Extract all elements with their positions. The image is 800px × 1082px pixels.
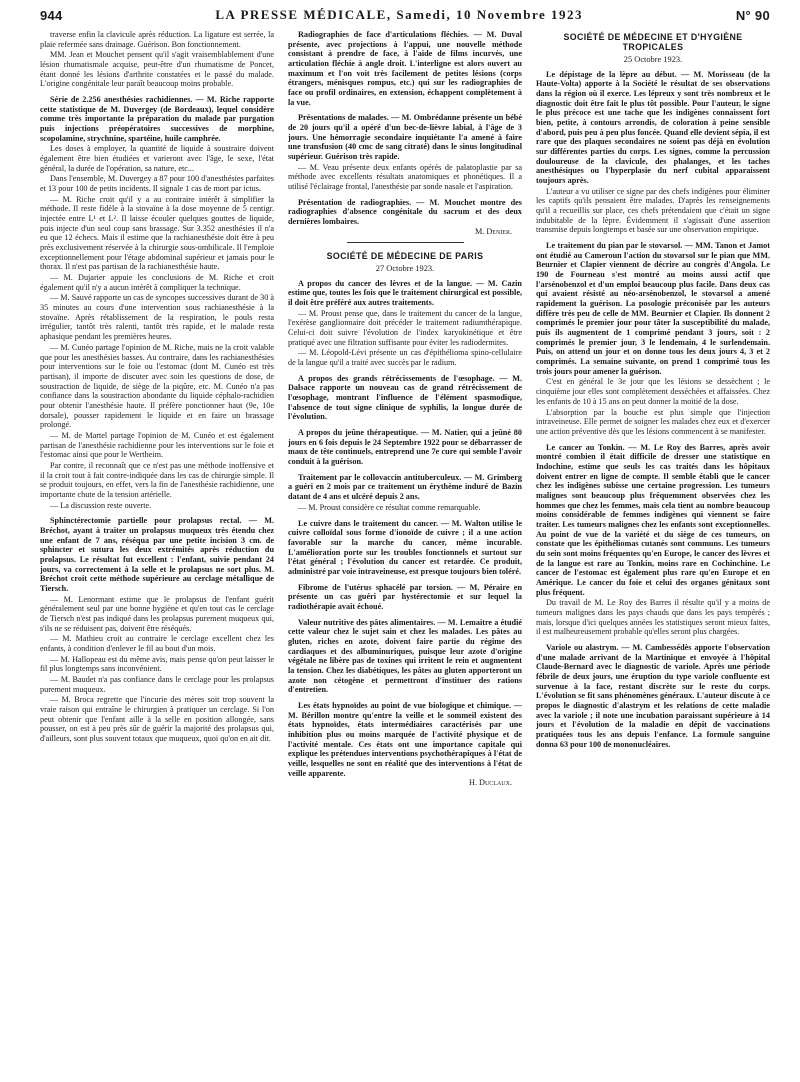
- divider: [347, 242, 464, 243]
- article-heading: Valeur nutritive des pâtes alimentaires. — M. Lemaitre a étudié cette valeur chez le sujet sain et chez les malades. Les pâtes au gluten, riches en azote, doivent faire partie du régime des cardiaques et des albuminuriques, puisque leur azote d'origine végétale ne libère pas de toxines qui irritent le rein et augmentent la tension. Chez les diabétiques, les pâtes au gluten apporteront un azote non cétogène et permettront d'instituer des rations d'entretien.: [288, 617, 522, 695]
- column-2: [288, 30, 522, 1070]
- article-fibrome: [288, 583, 522, 612]
- signature: M. Denier.: [475, 226, 512, 236]
- paragraph: — M. Riche croit qu'il y a au contraire intérêt à simplifier la méthode. Il reste fidèle à la stovaïne à la dose moyenne de 5 centigr. injectée entre L¹ et L². Il laisse écouler quelques gouttes de liquide, puis injecte d'un seul coup sans brassage. Sur 3.352 anesthésies il n'a eu que 12 échecs. Mais il estime que la rachianesthésie doit être à peu près exclusivement réservée à la chirurgie sous-ombilicale. Il l'emploie exceptionnellement pour l'étage abdominal supérieur et jamais pour le thorax. Il n'est pas partisan de la rachianesthésie haute.: [40, 194, 274, 272]
- article-oesophage: [288, 374, 522, 422]
- issue-number: N° 90: [735, 7, 770, 23]
- article-sphincterectomie: [40, 516, 274, 743]
- article-variole: [536, 643, 770, 749]
- article-presentation-radiographies: [288, 198, 522, 227]
- society-date: 25 Octobre 1923.: [623, 54, 683, 64]
- article-anesthesies: [40, 95, 274, 510]
- article-heading: A propos du jeûne thérapeutique. — M. Natier, qui a jeûné 80 jours en 6 fois depuis le 24 Septembre 1922 pour se débarrasser de maux de tête continuels, entreprend une 7e cure qui semble l'avoir conduit à la guérison.: [288, 428, 522, 467]
- paragraph: — M. Veau présente deux enfants opérés de palatoplastie par sa méthode avec excellents résultats anatomiques et phonétiques. Il a utilisé l'éclairage frontal, l'anesthésie par sonde nasale et l'aspiration.: [288, 162, 522, 192]
- article-heading: A propos des grands rétrécissements de l'œsophage. — M. Dalsace rapporte un nouveau cas de grand rétrécissement de l'œsophage, montrant l'influence de l'élément spasmodique, l'absence de tout signe clinique de syphilis, la longue durée de l'évolution.: [288, 373, 522, 422]
- paragraph: — M. Broca regrette que l'incurie des mères soit trop souvent la vraie raison qui entraîne le chirurgien à pratiquer un cerclage. Si l'on peut obtenir que l'enfant aille à la selle en position allongée, sans pousser, on est à peu près sûr de guérir la majorité des prolapsus qui, d'ailleurs, sont plus souvent totaux que muqueux, quoi qu'on en ait dit.: [40, 695, 274, 744]
- paragraph: — M. Baudet n'a pas confiance dans le cerclage pour les prolapsus purement muqueux.: [40, 675, 274, 694]
- paragraph: L'absorption par la bouche est plus simple que l'injection intraveineuse. Elle permet de soigner les malades chez eux et d'exercer une action préventive dès que les lésions commencent à se manifester.: [536, 407, 770, 436]
- article-heading: Radiographies de face d'articulations fléchies. — M. Duval présente, avec projections à l'appui, une nouvelle méthode consistant à prendre de face, à l'aide de films incurvés, une articulation fléchie à angle droit. L'interligne est alors ouvert au maximum et l'on voit très facilement de petites lésions (corps étrangers, ménisques rompus, etc.) qui sur les radiographies de face ou profil ordinaires, en extension, échappent complètement à la vue.: [288, 30, 522, 107]
- article-heading: Sphinctérectomie partielle pour prolapsus rectal. — M. Bréchot, ayant à traiter un prolapsus muqueux très étendu chez une enfant de 7 ans, réséqua par une petite incision 3 cm. de sphincter et sutura les deux extrémités après réduction du prolapsus. Le résultat fut excellent : l'enfant, suivie pendant 24 jours, va correctement à la selle et le prolapsus ne sort plus. M. Bréchot croit cette méthode supérieure au cerclage métallique de Tiersch.: [40, 516, 274, 593]
- article-heading: Variole ou alastrym. — M. Cambessédès apporte l'observation d'une malade arrivant de la Martinique et envoyée à l'hôpital Claude-Bernard avec le diagnostic de variole. Après une période fébrile de deux jours, une éruption du type variole confluente est survenue à la face, restant discrète sur le reste du corps. L'évolution se fit sans phénomènes généraux. L'auteur discute à ce propos le diagnostic d'alastrym et les relations de cette maladie avec la variole ; il note une incubation paraissant supérieure à 14 jours et l'évolution de la maladie en dépit de vaccinations pratiquées tous les ans depuis l'enfance. La formule sanguine donna 63 pour 100 de mononucléaires.: [536, 642, 770, 749]
- article-cancer-tonkin: [536, 443, 770, 637]
- paragraph: — M. Proust pense que, dans le traitement du cancer de la langue, l'exérèse ganglionnaire doit précéder le traitement radiumthérapique. Celui-ci doit suivre l'évolution de l'index karyokinétique et être pratiqué avec une filtration suffisante pour éviter les radiodermites.: [288, 308, 522, 347]
- article-pian: [536, 241, 770, 436]
- paragraph: C'est en général le 3e jour que les lésions se dessèchent ; le cinquième jour elles sont complètement desséchées et affaissées. Chez les enfants de 10 à 15 ans on peut donner la moitié de la dose.: [536, 377, 770, 406]
- article-radiographies-face: [288, 30, 522, 107]
- article-heading: Série de 2.256 anesthésies rachidiennes. — M. Riche rapporte cette statistique de M. Duvergey (de Bordeaux), lequel considère comme très importante la préparation du malade par purgation puis injections préopératoires successives de morphine, scopolamine, strychnine, spartéine, huile camphrée.: [40, 95, 274, 143]
- paragraph: — M. Proust considère ce résultat comme remarquable.: [298, 502, 481, 512]
- paragraph: Par contre, il reconnaît que ce n'est pas une méthode inoffensive et il la croit tout à fait contre-indiquée dans les cas de chirurgie simple. Il se produit toujours, en effet, vers la fin de l'anesthésie rachidienne, une importante chute de la tension artérielle.: [40, 460, 274, 499]
- article-heading: Présentations de malades. — M. Ombrédanne présente un bébé de 20 jours qu'il a opéré d'un bec-de-lièvre labial, à l'âge de 3 jours. Une hémorragie secondaire inquiétante l'a amené à faire une transfusion (40 cmc de sang citraté) dans le sinus longitudinal supérieur. Guérison très rapide.: [288, 113, 522, 162]
- article-heading: A propos du cancer des lèvres et de la langue. — M. Cazin estime que, toutes les fois que le traitement chirurgical est possible, il doit être préféré aux autres traitements.: [288, 278, 522, 308]
- article-etats-hypnoides: [288, 701, 522, 778]
- paragraph: — La discussion reste ouverte.: [50, 500, 152, 510]
- paragraph: Du travail de M. Le Roy des Barres il résulte qu'il y a moins de tumeurs malignes dans les pays chauds que dans les pays tempérés ; mais, lorsque d'ici quelques années les statistiques seront mieux faites, il est malheureusement probable qu'elles seront plus chargées.: [536, 598, 770, 637]
- paragraph: MM. Jean et Mouchet pensent qu'il s'agit vraisemblablement d'une lésion rhumatismale acquise, peut-être d'un rhumatisme de Poncet, étant donné les lésions d'arthrite constatées et le passé du malade. L'origine congénitale leur paraît beaucoup moins probable.: [40, 50, 274, 89]
- paragraph: — M. Dujarier appuie les conclusions de M. Riche et croit également qu'il n'y a aucun intérêt à compliquer la technique.: [40, 273, 274, 292]
- article-collovaccin: [288, 473, 522, 513]
- column-3: [536, 30, 770, 1070]
- article-heading: Le cancer au Tonkin. — M. Le Roy des Barres, après avoir montré combien il était difficile de dresser une statistique en Indochine, estime que seuls les cas traités dans les hôpitaux doivent entrer en ligne de compte. Il semble établi que le cancer chez les indigènes subisse une certaine progression. Les tumeurs malignes sont beaucoup plus fréquemment observées chez les hommes que chez les femmes, mais cela tient au nombre beaucoup moins considérable de femmes indigènes qui viennent se faire traiter. Les tumeurs malignes chez les enfants sont exceptionnelles. Au point de vue de la variété et du siège de ces tumeurs, on constate que les épithéliomas cutanés sont communs. Les tumeurs du sein sont moins fréquentes qu'en Europe, le cancer des lèvres et de la langue est rare au Tonkin, moins rare en Cochinchine. Le cancer de l'estomac est également plus rare qu'en Europe et en Amérique. Le cancer du foie et celui des organes génitaux sont plus fréquent.: [536, 442, 770, 597]
- paragraph: — M. Lenormant estime que le prolapsus de l'enfant guérit généralement seul par une bonne hygiène et qu'en tout cas le cerclage de Tiersch n'est pas indiqué dans les prolapsus purement muqueux qui, s'ils ne se réduisent pas, doivent être réséqués.: [40, 594, 274, 633]
- page-header: [40, 0, 770, 30]
- columns: [40, 30, 770, 1070]
- paragraph: — M. Cunéo partage l'opinion de M. Riche, mais ne la croit valable que pour les anesthésies basses. Au contraire, dans les rachianesthésies pour interventions sur le foie ou l'estomac (dont M. Cunéo est très partisan), il importe de discuter avec soin les questions de dose, de soustraction de liquide, de siège de la piqûre, etc. M. Cunéo n'a pas confiance dans la soustraction abondante du liquide céphalo-rachidien pour obtenir l'anesthésie haute. Il préfère ponctionner haut (9e, 10e dorsale), pousser rapidement le liquide et en faire un brassage prolongé.: [40, 342, 274, 430]
- publication-title: LA PRESSE MÉDICALE, Samedi, 10 Novembre 1923: [215, 7, 584, 22]
- paragraph: — M. Léopold-Lévi présente un cas d'épithélioma spino-cellulaire de la langue qu'il a traité avec succès par le radium.: [288, 348, 522, 368]
- article-heading: Traitement par le collovaccin antituberculeux. — M. Grimberg a guéri en 2 mois par ce traitement un érythème induré de Bazin datant de 4 ans et ulcéré depuis 2 ans.: [288, 472, 522, 502]
- paragraph: L'auteur a vu utiliser ce signe par des chefs indigènes pour éliminer les captifs qu'ils pensaient être malades. D'après les renseignements qu'il a recueillis sur place, ces chefs prétendaient que c'était un signe indubitable de la lèpre. Évidemment il s'agissait d'une assertion transmise depuis longtemps et basée sur une observation empirique.: [536, 186, 770, 235]
- paragraph: Dans l'ensemble, M. Duvergey a 87 pour 100 d'anesthésies parfaites et 13 pour 100 de petits incidents. Il signale 1 cas de mort par ictus.: [40, 174, 274, 194]
- article-heading: Présentation de radiographies. — M. Mouchet montre des radiographies d'absence congénitale du sacrum et des deux dernières lombaires.: [288, 197, 522, 227]
- article-presentations-malades: [288, 113, 522, 191]
- article-jeune: [288, 428, 522, 467]
- article-heading: Les états hypnoïdes au point de vue biologique et chimique. — M. Bérillon montre qu'entre la veille et le sommeil existent des états hypnoïdes, états intermédiaires caractérisés par une inhibition plus ou moins marquée de l'activité physique et de l'activité mentale. Ces états ont une importance capitale qui explique les prétendues interventions psychothérapiques à l'état de veille, lesquelles ne sont en réalité que des interventions à l'état de veille apparente.: [288, 700, 522, 778]
- paragraph: — M. Sauvé rapporte un cas de syncopes successives durant de 30 à 35 minutes au cours d'une intervention sous rachianesthésie à la stovaïne. Après rétablissement de la respiration, le pouls resta irrégulier, tantôt très ralenti, tantôt très rapide, et le malade resta aphasique pendant les premières heures.: [40, 293, 274, 342]
- article-heading: Le cuivre dans le traitement du cancer. — M. Walton utilise le cuivre colloïdal sous forme d'ionoïde de cuivre ; il a une action favorable sur la marche du cancer, même incurable. L'amélioration porte sur les troubles fonctionnels et surtout sur l'état général ; l'évolution du cancer est retardée. Ce produit, administré par voie intraveineuse, est presque toujours bien toléré.: [288, 518, 522, 576]
- article-heading: Fibrome de l'utérus sphacélé par torsion. — M. Péraire en présente un cas guéri par hystérectomie et sur lequel la radiothérapie avait échoué.: [288, 582, 522, 611]
- article-cuivre: [288, 519, 522, 577]
- article-lepre: [536, 70, 770, 235]
- society-title: SOCIÉTÉ DE MÉDECINE DE PARIS: [326, 251, 484, 262]
- society-date: 27 Octobre 1923.: [375, 263, 435, 273]
- article-pates: [288, 618, 522, 695]
- paragraph: — M. Hallopeau est du même avis, mais pense qu'on peut laisser le fil plus longtemps sans inconvénient.: [40, 654, 274, 674]
- paragraph: — M. de Martel partage l'opinion de M. Cunéo et est également partisan de l'anesthésie rachidienne pour les interventions sur le foie et l'estomac ainsi que pour le Wertheim.: [40, 430, 274, 460]
- article-cancer-levres: [288, 279, 522, 368]
- article-heading: Le dépistage de la lèpre au début. — M. Morisseau (de la Haute-Volta) apporte à la Société le résultat de ses observations dans la région où il exerce. Les lépreux y sont très nombreux et le diagnostic doit être fait le plus tôt possible. Pour l'auteur, le signe le plus précoce est une tache que les indigènes connaissent fort bien, petite, à contours arrondis, de coloration à peine sensible d'abord, puis peu à peu plus foncée. Quand elle devient sépia, il est rare que des plaques secondaires ne soient pas déjà en évolution sur différentes parties du corps. Les signes, comme la percussion douloureuse de la clavicule, des phalanges, et les taches anesthésiques ou l'hyperplasie du nerf cubital apparaissent toujours après.: [536, 69, 770, 186]
- society-title: SOCIÉTÉ DE MÉDECINE ET D'HYGIÈNE TROPICALES: [563, 32, 743, 53]
- paragraph: Les doses à employer, la quantité de liquide à soustraire doivent également être bien étudiées et varieront avec l'âge, le sexe, l'état général, la durée de l'opération, sa nature, etc...: [40, 144, 274, 173]
- paragraph: traverse enfin la clavicule après réduction. La ligature est serrée, la plaie refermée sans drainage. Guérison. Bon fonctionnement.: [40, 30, 274, 49]
- column-1: [40, 30, 274, 1070]
- paragraph: — M. Mathieu croit au contraire le cerclage excellent chez les enfants, à condition d'enlever le fil au bout d'un mois.: [40, 634, 274, 653]
- page-number: 944: [40, 7, 63, 23]
- signature: H. Duclaux.: [469, 778, 512, 788]
- article-heading: Le traitement du pian par le stovarsol. — MM. Tanon et Jamot ont étudié au Cameroun l'action du stovarsol sur le pian que MM. Beurnier et Clapier viennent de décrire au congrès d'Angola. Le 190 de Fourneau s'est montré au moins aussi actif que l'arsénobenzol et d'un emploi beaucoup plus facile. Dans deux cas qui avaient résisté au néo-arsénobenzol, le stovarsol a amené rapidement la guérison. La posologie préconisée par les auteurs diffère très peu de celle de MM. Beurnier et Clapier. Ils donnent 2 comprimés le premier jour pour tâter la susceptibilité du malade, puis ils augmentent de 1 comprimé pendant 3 jours, soit : 2 comprimés le premier jour, 3 le lendemain, 4 le surlendemain. Puis, on attend un jour et on donne tous les deux jours 4, 3 et 2 comprimés. La semaine suivante, on prend 1 comprimé tous les trois jours pour amener la guérison.: [536, 241, 770, 376]
